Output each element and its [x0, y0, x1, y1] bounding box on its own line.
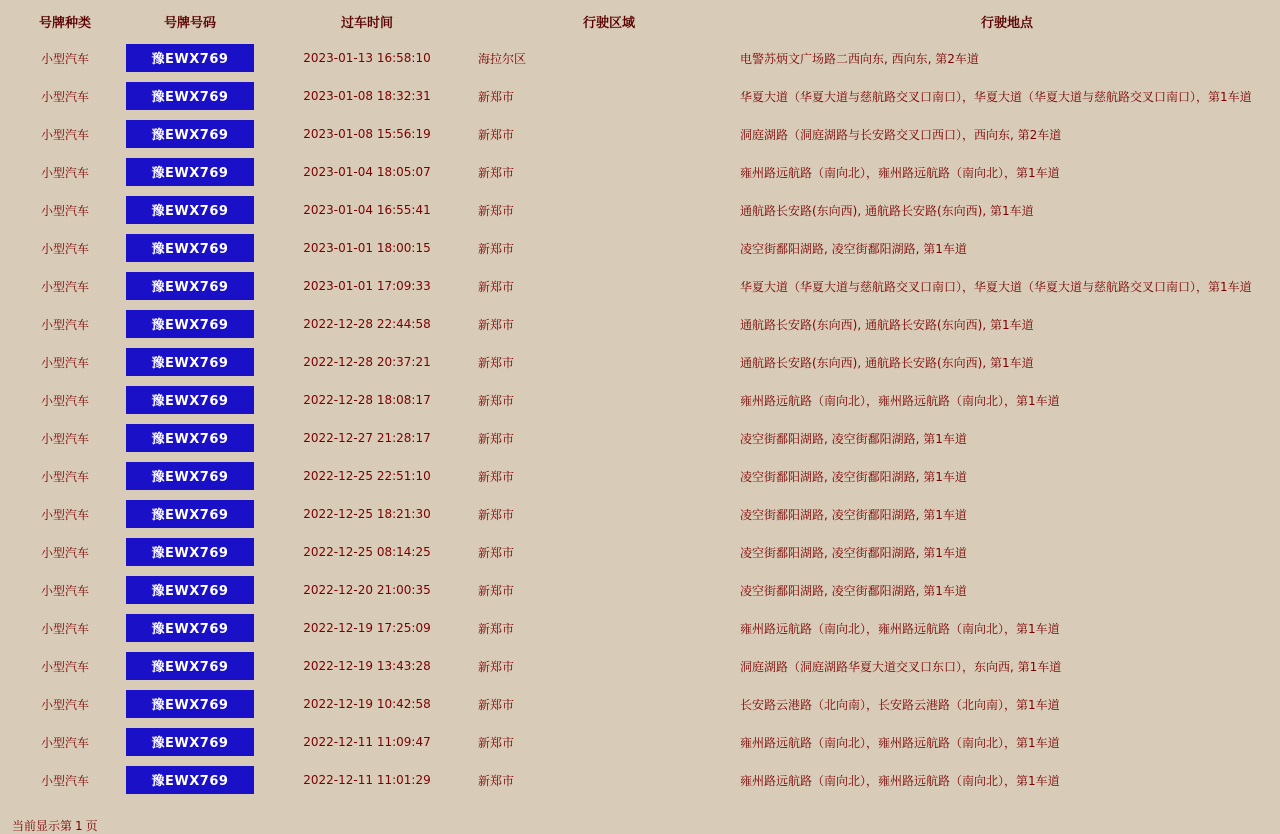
- table-row[interactable]: [6, 381, 1274, 419]
- pagination-suffix-label: 页: [85, 819, 98, 833]
- cell-plate-type: 小型汽车: [40, 621, 89, 636]
- cell-location: 洞庭湖路（洞庭湖路华夏大道交叉口东口），东向西, 第1车道: [740, 659, 1062, 674]
- cell-plate-type: 小型汽车: [40, 469, 89, 484]
- cell-location: 凌空街鄱阳湖路, 凌空街鄱阳湖路, 第1车道: [740, 469, 967, 484]
- cell-location: 雍州路远航路（南向北），雍州路远航路（南向北），第1车道: [740, 621, 1060, 636]
- cell-plate-type: 小型汽车: [40, 735, 89, 750]
- cell-pass-time: 2022-12-27 21:28:17: [303, 431, 431, 445]
- plate-badge[interactable]: 豫EWX769: [126, 614, 254, 642]
- cell-region: 新郑市: [478, 507, 515, 522]
- plate-badge[interactable]: 豫EWX769: [126, 348, 254, 376]
- table-row[interactable]: [6, 343, 1274, 381]
- cell-pass-time: 2022-12-20 21:00:35: [303, 583, 431, 597]
- cell-region: 新郑市: [478, 89, 515, 104]
- table-header-row: [6, 8, 1274, 39]
- cell-location: 长安路云港路（北向南），长安路云港路（北向南），第1车道: [740, 697, 1060, 712]
- cell-location: 华夏大道（华夏大道与慈航路交叉口南口），华夏大道（华夏大道与慈航路交叉口南口），第1车道: [740, 89, 1252, 104]
- plate-badge[interactable]: 豫EWX769: [126, 576, 254, 604]
- cell-region: 新郑市: [478, 469, 515, 484]
- cell-pass-time: 2022-12-28 20:37:21: [303, 355, 431, 369]
- cell-plate-number[interactable]: [124, 39, 256, 77]
- cell-plate-number[interactable]: [124, 229, 256, 267]
- cell-pass-time: 2023-01-04 18:05:07: [303, 165, 431, 179]
- cell-location: 凌空街鄱阳湖路, 凌空街鄱阳湖路, 第1车道: [740, 545, 967, 560]
- table-row[interactable]: [6, 723, 1274, 761]
- table-row[interactable]: [6, 457, 1274, 495]
- cell-plate-number[interactable]: [124, 723, 256, 761]
- plate-badge[interactable]: 豫EWX769: [126, 272, 254, 300]
- cell-plate-number[interactable]: [124, 191, 256, 229]
- cell-region: 新郑市: [478, 697, 515, 712]
- table-row[interactable]: [6, 685, 1274, 723]
- pagination-prefix-label: 当前显示第: [12, 819, 73, 833]
- cell-plate-type: 小型汽车: [40, 773, 89, 788]
- cell-plate-number[interactable]: [124, 115, 256, 153]
- table-row[interactable]: [6, 267, 1274, 305]
- cell-plate-type: 小型汽车: [40, 545, 89, 560]
- vehicle-pass-records-table: [6, 8, 1274, 799]
- table-row[interactable]: [6, 495, 1274, 533]
- plate-badge[interactable]: 豫EWX769: [126, 690, 254, 718]
- plate-badge[interactable]: 豫EWX769: [126, 310, 254, 338]
- cell-plate-type: 小型汽车: [40, 697, 89, 712]
- cell-pass-time: 2022-12-28 22:44:58: [303, 317, 431, 331]
- cell-pass-time: 2023-01-01 17:09:33: [303, 279, 431, 293]
- cell-pass-time: 2023-01-13 16:58:10: [303, 51, 431, 65]
- cell-plate-number[interactable]: [124, 305, 256, 343]
- cell-plate-type: 小型汽车: [40, 203, 89, 218]
- cell-pass-time: 2022-12-25 22:51:10: [303, 469, 431, 483]
- plate-badge[interactable]: 豫EWX769: [126, 500, 254, 528]
- cell-plate-type: 小型汽车: [40, 583, 89, 598]
- table-row[interactable]: [6, 153, 1274, 191]
- cell-region: 新郑市: [478, 659, 515, 674]
- column-header-plate-number: 号牌号码: [163, 16, 216, 31]
- cell-plate-number[interactable]: [124, 153, 256, 191]
- table-row[interactable]: [6, 609, 1274, 647]
- pagination-current-page: 1: [75, 819, 83, 833]
- cell-plate-type: 小型汽车: [40, 89, 89, 104]
- cell-plate-number[interactable]: [124, 343, 256, 381]
- cell-plate-type: 小型汽车: [40, 165, 89, 180]
- cell-region: 新郑市: [478, 621, 515, 636]
- cell-pass-time: 2022-12-19 10:42:58: [303, 697, 431, 711]
- cell-location: 通航路长安路(东向西), 通航路长安路(东向西), 第1车道: [740, 203, 1034, 218]
- cell-location: 凌空街鄱阳湖路, 凌空街鄱阳湖路, 第1车道: [740, 507, 967, 522]
- cell-pass-time: 2022-12-11 11:09:47: [303, 735, 431, 749]
- table-row[interactable]: [6, 647, 1274, 685]
- cell-pass-time: 2023-01-01 18:00:15: [303, 241, 431, 255]
- table-header: [6, 8, 1274, 39]
- plate-badge[interactable]: 豫EWX769: [126, 386, 254, 414]
- column-header-region: 行驶区域: [582, 16, 635, 31]
- cell-region: 新郑市: [478, 203, 515, 218]
- plate-badge[interactable]: 豫EWX769: [126, 728, 254, 756]
- cell-plate-number[interactable]: [124, 685, 256, 723]
- cell-plate-type: 小型汽车: [40, 431, 89, 446]
- cell-region: 新郑市: [478, 241, 515, 256]
- cell-region: 新郑市: [478, 127, 515, 142]
- cell-plate-number[interactable]: [124, 495, 256, 533]
- cell-location: 雍州路远航路（南向北），雍州路远航路（南向北），第1车道: [740, 393, 1060, 408]
- cell-location: 雍州路远航路（南向北），雍州路远航路（南向北），第1车道: [740, 165, 1060, 180]
- table-row[interactable]: [6, 191, 1274, 229]
- table-row[interactable]: [6, 533, 1274, 571]
- cell-plate-number[interactable]: [124, 267, 256, 305]
- cell-region: 新郑市: [478, 317, 515, 332]
- table-row[interactable]: [6, 419, 1274, 457]
- cell-pass-time: 2022-12-19 17:25:09: [303, 621, 431, 635]
- cell-plate-number[interactable]: [124, 77, 256, 115]
- cell-region: 海拉尔区: [478, 51, 527, 66]
- plate-badge[interactable]: 豫EWX769: [126, 158, 254, 186]
- cell-region: 新郑市: [478, 773, 515, 788]
- column-header-plate-type: 号牌种类: [38, 16, 91, 31]
- cell-plate-type: 小型汽车: [40, 393, 89, 408]
- column-header-pass-time: 过车时间: [340, 16, 393, 31]
- plate-badge[interactable]: 豫EWX769: [126, 120, 254, 148]
- cell-region: 新郑市: [478, 165, 515, 180]
- table-body: [6, 39, 1274, 799]
- cell-pass-time: 2023-01-08 15:56:19: [303, 127, 431, 141]
- cell-plate-type: 小型汽车: [40, 279, 89, 294]
- plate-badge[interactable]: 豫EWX769: [126, 462, 254, 490]
- plate-badge[interactable]: 豫EWX769: [126, 766, 254, 794]
- cell-pass-time: 2022-12-28 18:08:17: [303, 393, 431, 407]
- cell-plate-type: 小型汽车: [40, 659, 89, 674]
- cell-location: 凌空街鄱阳湖路, 凌空街鄱阳湖路, 第1车道: [740, 241, 967, 256]
- cell-plate-type: 小型汽车: [40, 241, 89, 256]
- cell-plate-number[interactable]: [124, 647, 256, 685]
- cell-region: 新郑市: [478, 355, 515, 370]
- cell-region: 新郑市: [478, 583, 515, 598]
- table-row[interactable]: [6, 571, 1274, 609]
- cell-region: 新郑市: [478, 735, 515, 750]
- cell-location: 通航路长安路(东向西), 通航路长安路(东向西), 第1车道: [740, 355, 1034, 370]
- cell-location: 电警苏炳文广场路二西向东, 西向东, 第2车道: [740, 51, 979, 66]
- cell-pass-time: 2023-01-04 16:55:41: [303, 203, 431, 217]
- cell-plate-type: 小型汽车: [40, 127, 89, 142]
- cell-location: 华夏大道（华夏大道与慈航路交叉口南口），华夏大道（华夏大道与慈航路交叉口南口），第1车道: [740, 279, 1252, 294]
- cell-plate-number[interactable]: [124, 381, 256, 419]
- cell-plate-type: 小型汽车: [40, 317, 89, 332]
- plate-badge[interactable]: 豫EWX769: [126, 196, 254, 224]
- cell-location: 凌空街鄱阳湖路, 凌空街鄱阳湖路, 第1车道: [740, 431, 967, 446]
- cell-location: 凌空街鄱阳湖路, 凌空街鄱阳湖路, 第1车道: [740, 583, 967, 598]
- cell-pass-time: 2022-12-25 08:14:25: [303, 545, 431, 559]
- column-header-location: 行驶地点: [980, 16, 1033, 31]
- cell-plate-type: 小型汽车: [40, 507, 89, 522]
- cell-pass-time: 2022-12-11 11:01:29: [303, 773, 431, 787]
- table-row[interactable]: [6, 115, 1274, 153]
- cell-region: 新郑市: [478, 431, 515, 446]
- cell-location: 雍州路远航路（南向北），雍州路远航路（南向北），第1车道: [740, 735, 1060, 750]
- cell-location: 雍州路远航路（南向北），雍州路远航路（南向北），第1车道: [740, 773, 1060, 788]
- cell-plate-number[interactable]: [124, 457, 256, 495]
- cell-region: 新郑市: [478, 393, 515, 408]
- plate-badge[interactable]: 豫EWX769: [126, 44, 254, 72]
- cell-region: 新郑市: [478, 279, 515, 294]
- table-row[interactable]: [6, 77, 1274, 115]
- cell-plate-number[interactable]: [124, 419, 256, 457]
- plate-badge[interactable]: 豫EWX769: [126, 652, 254, 680]
- cell-region: 新郑市: [478, 545, 515, 560]
- cell-plate-number[interactable]: [124, 571, 256, 609]
- cell-pass-time: 2022-12-25 18:21:30: [303, 507, 431, 521]
- cell-plate-number[interactable]: [124, 533, 256, 571]
- cell-plate-type: 小型汽车: [40, 51, 89, 66]
- cell-plate-number[interactable]: [124, 761, 256, 799]
- cell-pass-time: 2022-12-19 13:43:28: [303, 659, 431, 673]
- plate-badge[interactable]: 豫EWX769: [126, 424, 254, 452]
- plate-badge[interactable]: 豫EWX769: [126, 538, 254, 566]
- cell-location: 通航路长安路(东向西), 通航路长安路(东向西), 第1车道: [740, 317, 1034, 332]
- table-row[interactable]: [6, 229, 1274, 267]
- cell-pass-time: 2023-01-08 18:32:31: [303, 89, 431, 103]
- plate-badge[interactable]: 豫EWX769: [126, 234, 254, 262]
- cell-plate-number[interactable]: [124, 609, 256, 647]
- table-row[interactable]: [6, 305, 1274, 343]
- table-row[interactable]: [6, 39, 1274, 77]
- plate-badge[interactable]: 豫EWX769: [126, 82, 254, 110]
- cell-location: 洞庭湖路（洞庭湖路与长安路交叉口西口），西向东, 第2车道: [740, 127, 1062, 142]
- pagination-footer: [0, 799, 1280, 834]
- table-row[interactable]: [6, 761, 1274, 799]
- cell-plate-type: 小型汽车: [40, 355, 89, 370]
